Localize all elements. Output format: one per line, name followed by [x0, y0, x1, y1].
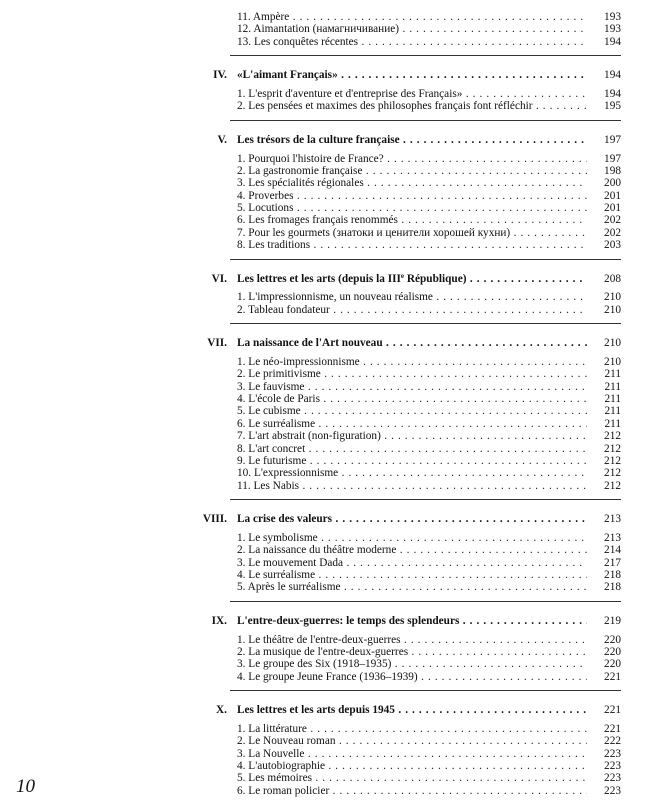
toc-entry[interactable] [237, 190, 621, 203]
section-number: VI. [211, 272, 227, 285]
toc-entry-page: 218 [604, 581, 621, 594]
toc-entry[interactable] [237, 467, 621, 480]
toc-entry-title: 5. Locutions . . . [237, 202, 587, 215]
toc-entry-page: 210 [604, 291, 621, 304]
section-number: IV. [213, 69, 227, 82]
toc-entry-title: 6. Les fromages français renommés . . . [237, 214, 587, 227]
toc-entry[interactable] [237, 785, 621, 798]
section-title [237, 273, 587, 286]
toc-entry-title: 9. Le futurisme . . . [237, 455, 587, 468]
toc-entry[interactable] [237, 532, 621, 545]
section-heading[interactable] [217, 134, 621, 147]
toc-entry-page: 211 [604, 417, 621, 430]
section-divider [230, 120, 621, 121]
toc-entry-title: 5. Les mémoires . . . [237, 772, 587, 785]
toc-entry[interactable] [237, 202, 621, 215]
section-title-text: L'entre-deux-guerres: le temps des splendeurs [237, 614, 460, 627]
section-title-text: Les lettres et les arts depuis 1945 [237, 704, 395, 717]
toc-entry-page: 223 [604, 784, 621, 797]
toc-entry[interactable] [237, 368, 621, 381]
toc-entry-title: 2. Les pensées et maximes des philosophes français font réfléchir . . . [237, 100, 587, 113]
toc-entry-title: 5. Le cubisme . . . [237, 405, 587, 418]
toc-entry-title: 6. Le surréalisme . . . [237, 418, 587, 431]
toc-entry-page: 210 [604, 356, 621, 369]
section-page: 208 [604, 272, 621, 285]
toc-entry-page: 211 [604, 380, 621, 393]
toc-entry[interactable] [237, 356, 621, 369]
toc-entry[interactable] [237, 557, 621, 570]
toc-entry-title: 1. Pourquoi l'histoire de France? . . . [237, 153, 587, 166]
toc-entry-title: 8. Les traditions . . . [237, 239, 587, 252]
section-title [237, 134, 587, 147]
toc-entry-title: 4. Le groupe Jeune France (1936–1939) . . . [237, 671, 587, 684]
toc-entry-page: 212 [604, 467, 621, 480]
toc-entry-title: 1. L'impressionnisme, un nouveau réalisme . . . [237, 291, 587, 304]
toc-entry[interactable] [237, 239, 621, 252]
toc-entry-page: 211 [604, 393, 621, 406]
section-page: 210 [604, 337, 621, 350]
toc-entry[interactable] [237, 569, 621, 582]
toc-entry[interactable] [237, 544, 621, 557]
section-heading[interactable] [207, 337, 621, 350]
section-page: 219 [604, 614, 621, 627]
toc-entry-title: 4. L'école de Paris . . . [237, 393, 587, 406]
toc-entry-title: 4. Le surréalisme . . . [237, 569, 587, 582]
toc-entry[interactable] [237, 405, 621, 418]
section-divider [230, 55, 621, 56]
toc-entry-title: 3. Le mouvement Dada . . . [237, 557, 587, 570]
section-divider [230, 690, 621, 691]
toc-entry-title: 4. Proverbes . . . [237, 190, 587, 203]
toc-entry[interactable] [237, 658, 621, 671]
section-title-text: Les trésors de la culture française [237, 134, 400, 147]
toc-entry-title: 2. La gastronomie française . . . [237, 165, 587, 178]
toc-entry-page: 203 [604, 239, 621, 252]
toc-entry-title: 8. L'art concret . . . [237, 443, 587, 456]
section-page: 194 [604, 69, 621, 82]
toc-entry[interactable] [237, 430, 621, 443]
toc-entry-page: 223 [604, 759, 621, 772]
section-number: VII. [207, 337, 227, 350]
toc-entry-page: 220 [604, 633, 621, 646]
toc-entry-page: 201 [604, 189, 621, 202]
toc-entry-page: 200 [604, 177, 621, 190]
section-title [237, 69, 587, 82]
toc-entry[interactable] [237, 153, 621, 166]
toc-entry[interactable] [237, 581, 621, 594]
toc-entry-page: 201 [604, 202, 621, 215]
toc-entry-title: 10. L'expressionnisme . . . [237, 467, 587, 480]
toc-entry-title: 11. Ampère . . . [237, 11, 587, 24]
toc-entry[interactable] [237, 177, 621, 190]
toc-entry-title: 3. La Nouvelle . . . [237, 748, 587, 761]
section-title [237, 704, 587, 717]
toc-entry-page: 221 [604, 670, 621, 683]
toc-entry-title: 13. Les conquêtes récentes . . . [237, 36, 587, 49]
toc-entry[interactable] [237, 393, 621, 406]
toc-entry[interactable] [237, 634, 621, 647]
toc-entry-page: 198 [604, 165, 621, 177]
section-divider [230, 499, 621, 500]
section-page: 221 [604, 704, 621, 717]
toc-entry-title: 2. Le Nouveau roman . . . [237, 735, 587, 748]
section-number: X. [216, 704, 227, 717]
toc-entry-page: 223 [604, 772, 621, 785]
section-heading[interactable] [211, 272, 621, 286]
toc-entry-title: 7. L'art abstrait (non-figuration) . . . [237, 430, 587, 443]
toc-entry-title: 12. Aimantation (намагничивание) . . . [237, 23, 587, 36]
toc-entry-page: 212 [604, 454, 621, 467]
toc-entry[interactable] [237, 23, 621, 36]
toc-entry-page: 193 [604, 23, 621, 36]
toc-entry-title: 4. L'autobiographie . . . [237, 760, 587, 773]
toc-entry[interactable] [237, 723, 621, 736]
toc-entry-page: 194 [604, 35, 621, 48]
section-heading[interactable] [216, 704, 621, 717]
section-page: 197 [604, 134, 621, 147]
toc-entry[interactable] [237, 36, 621, 49]
toc-entry-page: 217 [604, 556, 621, 569]
toc-entry-title: 11. Les Nabis . . . [237, 480, 587, 493]
section-divider [230, 601, 621, 602]
toc-entry-title: 1. La littérature . . . [237, 723, 587, 736]
toc-entry[interactable] [237, 291, 621, 304]
section-title [237, 513, 587, 526]
toc-entry[interactable] [237, 165, 621, 178]
toc-entry-page: 212 [604, 479, 621, 492]
toc-entry-title: 5. Après le surréalisme . . . [237, 581, 587, 594]
section-title-text-after: République) [404, 272, 467, 285]
toc-entry-title: 3. Le fauvisme . . . [237, 381, 587, 394]
toc-entry[interactable] [237, 88, 621, 101]
toc-entry-title: 1. Le théâtre de l'entre-deux-guerres . . . [237, 634, 587, 647]
section-heading[interactable] [211, 614, 621, 628]
toc-entry-page: 195 [604, 100, 621, 113]
toc-entry-title: 1. Le néo-impressionnisme . . . [237, 356, 587, 369]
section-number: IX. [211, 614, 227, 627]
toc-entry-page: 202 [604, 214, 621, 227]
toc-entry[interactable] [237, 748, 621, 761]
toc-entry[interactable] [237, 304, 621, 317]
toc-entry[interactable] [237, 214, 621, 227]
toc-entry-page: 223 [604, 747, 621, 760]
toc-entry-page: 202 [604, 226, 621, 239]
section-number: VIII. [202, 513, 227, 526]
toc-entry-page: 220 [604, 645, 621, 658]
toc-entry[interactable] [237, 646, 621, 659]
toc-entry-page: 221 [604, 722, 621, 735]
section-divider [230, 259, 621, 260]
toc-entry[interactable] [237, 480, 621, 493]
section-title [237, 337, 587, 350]
toc-entry-page: 197 [604, 152, 621, 165]
section-title-text: Les lettres et les arts (depuis la III [237, 272, 401, 285]
toc-entry-page: 222 [604, 735, 621, 748]
toc-entry[interactable] [237, 100, 621, 113]
toc-entry[interactable] [237, 227, 621, 240]
section-title-superscript: e [400, 272, 405, 280]
toc-entry[interactable] [237, 443, 621, 456]
toc-entry-page: 212 [604, 430, 621, 443]
section-heading[interactable] [213, 69, 621, 82]
toc-entry-page: 220 [604, 658, 621, 671]
toc-entry-title: 7. Pour les gourmets (знатоки и ценители хорошей кухни) . . . [237, 227, 587, 240]
section-title-text: «L'aimant Français» [237, 69, 338, 82]
toc-entry[interactable] [237, 418, 621, 431]
toc-entry-page: 214 [604, 544, 621, 557]
toc-entry-title: 6. Le roman policier . . . [237, 785, 587, 798]
toc-entry-title: 3. Le groupe des Six (1918–1935) . . . [237, 658, 587, 671]
section-number: V. [217, 134, 227, 147]
toc-entry-title: 2. La musique de l'entre-deux-guerres . . . [237, 646, 587, 659]
section-divider [230, 323, 621, 324]
toc-entry-page: 210 [604, 303, 621, 316]
toc-entry-page: 211 [604, 405, 621, 418]
toc-entry[interactable] [237, 381, 621, 394]
toc-entry-title: 1. L'esprit d'aventure et d'entreprise des Français» . . . [237, 88, 587, 101]
toc-entry[interactable] [237, 735, 621, 748]
toc-entry-page: 193 [604, 11, 621, 23]
section-title-text: La naissance de l'Art nouveau [237, 337, 383, 350]
toc-entry[interactable] [237, 11, 621, 24]
toc-entry-page: 218 [604, 568, 621, 581]
toc-entry-title: 2. La naissance du théâtre moderne . . . [237, 544, 587, 557]
toc-entry[interactable] [237, 455, 621, 468]
toc-entry-page: 213 [604, 531, 621, 544]
toc-entry-title: 3. Les spécialités régionales . . . [237, 177, 587, 190]
toc-entry-page: 211 [604, 368, 621, 381]
toc-entry-page: 212 [604, 442, 621, 455]
toc-entry-title: 2. Le primitivisme . . . [237, 368, 587, 381]
toc-entry[interactable] [237, 760, 621, 773]
section-title-text: La crise des valeurs [237, 513, 333, 526]
toc-entry-page: 194 [604, 88, 621, 100]
section-title [237, 615, 587, 628]
toc-entry[interactable] [237, 671, 621, 684]
toc-entry[interactable] [237, 772, 621, 785]
page-number: 10 [16, 776, 35, 797]
section-page: 213 [604, 513, 621, 526]
section-heading[interactable] [202, 513, 621, 526]
toc-entry-title: 1. Le symbolisme . . . [237, 532, 587, 545]
toc-entry-title: 2. Tableau fondateur . . . [237, 304, 587, 317]
